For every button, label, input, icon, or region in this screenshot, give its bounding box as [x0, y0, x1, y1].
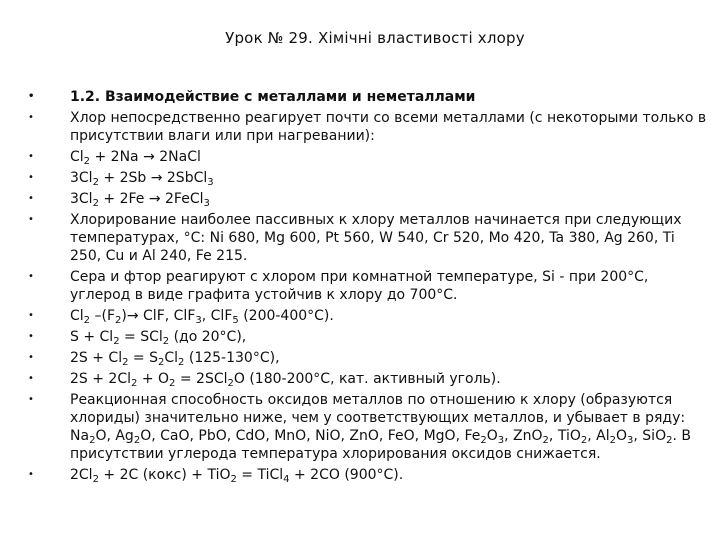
list-item: • $3Cl_2 + 2Sb$ → 2SbCl$_3$ — [28, 169, 708, 187]
page-title: Урок № 29. Хімічні властивості хлору — [225, 29, 525, 47]
bullet-list — [28, 88, 708, 487]
list-item: • $Cl_2$ $-(F_2)\to$ ClF, ClF$_3$, ClF$_5$ (200-400°C). — [28, 307, 708, 325]
list-item: • $2Cl_2 + 2C$ (кокс) + TiO$_2$ = TiCl$_4$ + 2CO (900°C). — [28, 466, 708, 484]
list-item: • $2S + Cl_2 = S_2Cl_2$ (125-130°C), — [28, 349, 708, 367]
list-item: • $2S + 2Cl_2 + O_2 = 2SCl_2O$ (180-200°C, кат. активный уголь). — [28, 370, 708, 388]
list-item: • $S + Cl_2 = SCl_2$ (до 20°C), — [28, 328, 708, 346]
list-item: • Реакционная способность оксидов металлов по отношению к хлору (образуются хлориды) значительно ниже, чем у соответствующих металлов, и убывает в ряду: $Na_2O$, $Ag_2O$, CaO, PbO, CdO, MnO, NiO, ZnO, FeO, MgO, $Fe_2O_3$, ZnO$_2$, TiO$_2$, $Al_2O_3$, SiO$_2$. В присутствии углерода температура хлорирования оксидов снижается. — [28, 391, 708, 463]
list-item: • Сера и фтор реагируют с хлором при комнатной температуре, Si - при 200°C, углерод в виде графита устойчив к хлору до 700°C. — [28, 268, 708, 304]
list-item: • Хлорирование наиболее пассивных к хлору металлов начинается при следующих температурах, °C: Ni 680, Mg 600, Pt 560, W 540, Cr 520, Mo 420, Ta 380, Ag 260, Ti 250, Cu и Al 240, Fe 215. — [28, 211, 708, 265]
list-item: • $Cl_2 + 2Na$ → 2NaCl — [28, 148, 708, 166]
list-item: • Хлор непосредственно реагирует почти со всеми металлами (с некоторыми только в присутствии влаги или при нагревании): — [28, 109, 708, 145]
list-item: • $3Cl_2 + 2Fe$ → 2FeCl$_3$ — [28, 190, 708, 208]
list-item: • 1.2. Взаимодействие с металлами и неметаллами — [28, 88, 708, 106]
